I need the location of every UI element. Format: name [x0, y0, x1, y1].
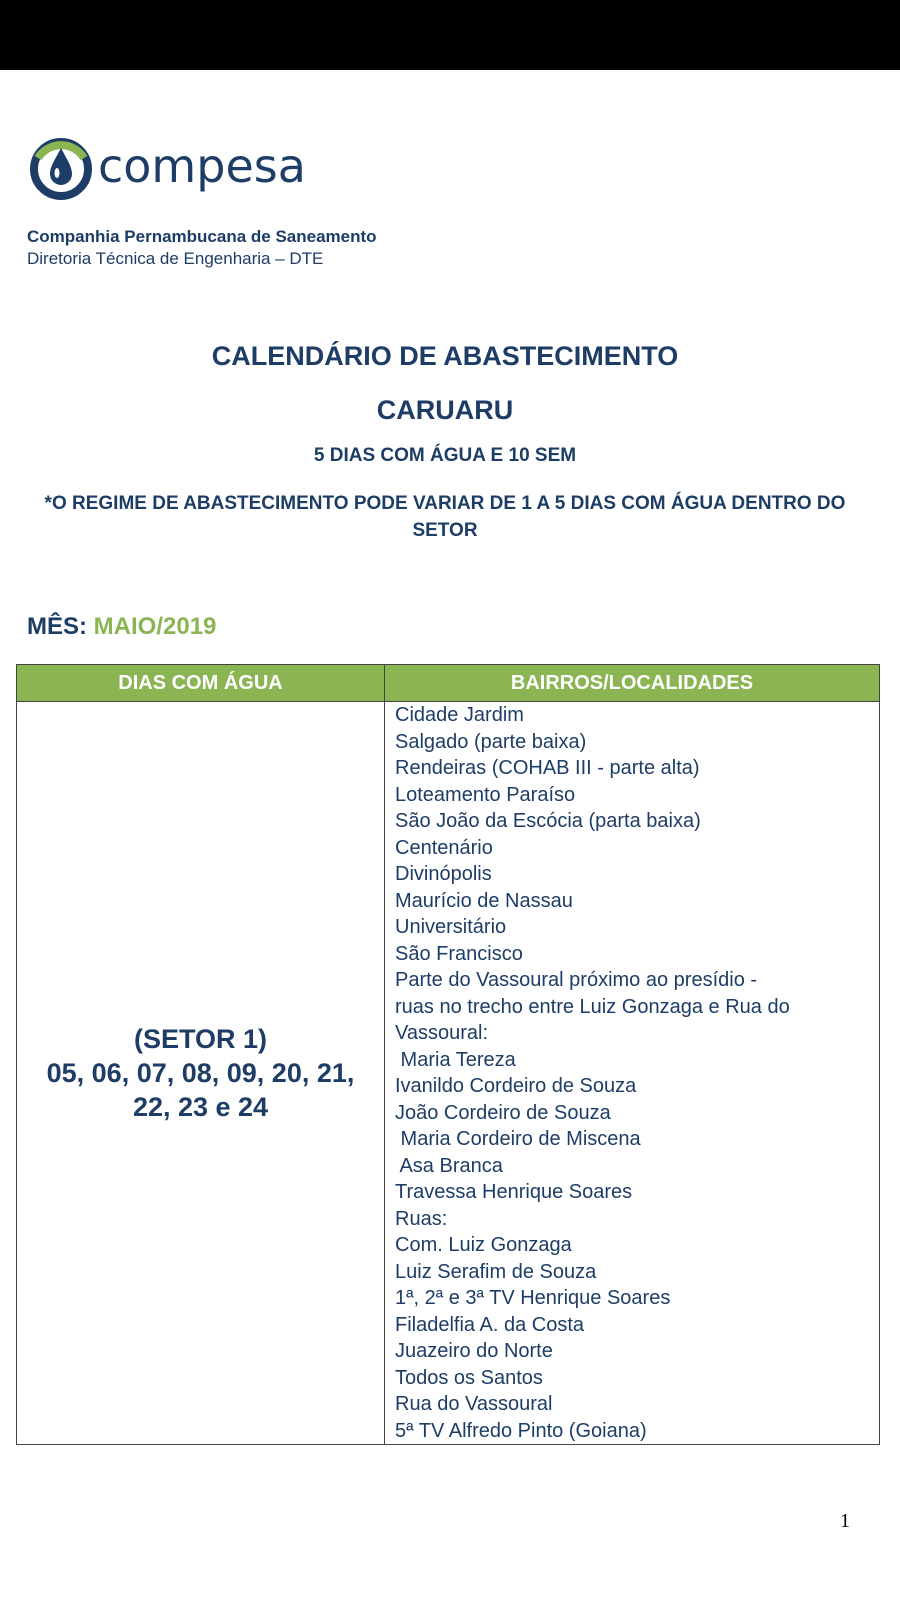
places-cell: [385, 702, 880, 1445]
organization-name: Companhia Pernambucana de Saneamento: [27, 227, 377, 246]
water-drop-logo-icon: [28, 136, 94, 202]
list-item: Travessa Henrique Soares: [395, 1181, 633, 1203]
month-heading: [27, 612, 216, 642]
places-list: [395, 702, 879, 1444]
city-title: CARUARU: [376, 395, 514, 425]
list-item: Universitário: [395, 916, 507, 938]
page-number: 1: [840, 1510, 850, 1532]
days-cell: [17, 702, 385, 1445]
list-item: Salgado (parte baixa): [395, 730, 587, 753]
list-item: Vassoural:: [395, 1022, 489, 1044]
table-row: [17, 702, 880, 1445]
list-item: Loteamento Paraíso: [395, 783, 576, 806]
list-item: Rendeiras (COHAB III - parte alta): [395, 757, 700, 779]
header-days: DIAS COM ÁGUA: [17, 665, 385, 702]
list-item: Filadelfia A. da Costa: [395, 1313, 584, 1336]
list-item: 5ª TV Alfredo Pinto (Goiana): [395, 1419, 647, 1442]
regime-note: *O REGIME DE ABASTECIMENTO PODE VARIAR DE 1 A 5 DIAS COM ÁGUA DENTRO DO SETOR: [44, 493, 846, 541]
list-item: Juazeiro do Norte: [395, 1340, 553, 1362]
organization-block: [27, 226, 377, 270]
list-item: São Francisco: [395, 942, 523, 965]
list-item: Cidade Jardim: [395, 704, 524, 726]
list-item: Rua do Vassoural: [395, 1393, 553, 1415]
month-value: MAIO/2019: [93, 613, 217, 640]
list-item: Ivanildo Cordeiro de Souza: [395, 1075, 637, 1097]
list-item: Com. Luiz Gonzaga: [395, 1234, 572, 1256]
list-item: Maria Cordeiro de Miscena: [395, 1128, 641, 1150]
top-status-bar: [0, 0, 900, 70]
compesa-logo: [28, 136, 348, 202]
list-item: Parte do Vassoural próximo ao presídio -: [395, 969, 758, 991]
month-label: MÊS:: [27, 613, 87, 640]
logo-wordmark: compesa: [98, 139, 306, 193]
department-name: Diretoria Técnica de Engenharia – DTE: [27, 249, 324, 268]
sector-label: (SETOR 1): [133, 1024, 268, 1054]
schedule-table: [16, 664, 880, 1445]
list-item: Centenário: [395, 836, 493, 859]
list-item: ruas no trecho entre Luiz Gonzaga e Rua do: [395, 995, 790, 1018]
list-item: Divinópolis: [395, 863, 492, 885]
list-item: São João da Escócia (parta baixa): [395, 810, 701, 832]
regime-subtitle: 5 DIAS COM ÁGUA E 10 SEM: [313, 445, 577, 466]
list-item: Asa Branca: [395, 1154, 503, 1177]
days-list: 05, 06, 07, 08, 09, 20, 21, 22, 23 e 24: [46, 1058, 355, 1122]
document-title: CALENDÁRIO DE ABASTECIMENTO: [211, 341, 679, 371]
list-item: Luiz Serafim de Souza: [395, 1260, 597, 1283]
list-item: João Cordeiro de Souza: [395, 1101, 611, 1124]
list-item: Todos os Santos: [395, 1366, 543, 1389]
title-block: [0, 338, 890, 544]
header-places: BAIRROS/LOCALIDADES: [385, 665, 880, 702]
list-item: 1ª, 2ª e 3ª TV Henrique Soares: [395, 1287, 671, 1309]
list-item: Maurício de Nassau: [395, 889, 573, 912]
list-item: Maria Tereza: [395, 1048, 516, 1071]
table-header-row: [17, 665, 880, 702]
list-item: Ruas:: [395, 1207, 448, 1230]
